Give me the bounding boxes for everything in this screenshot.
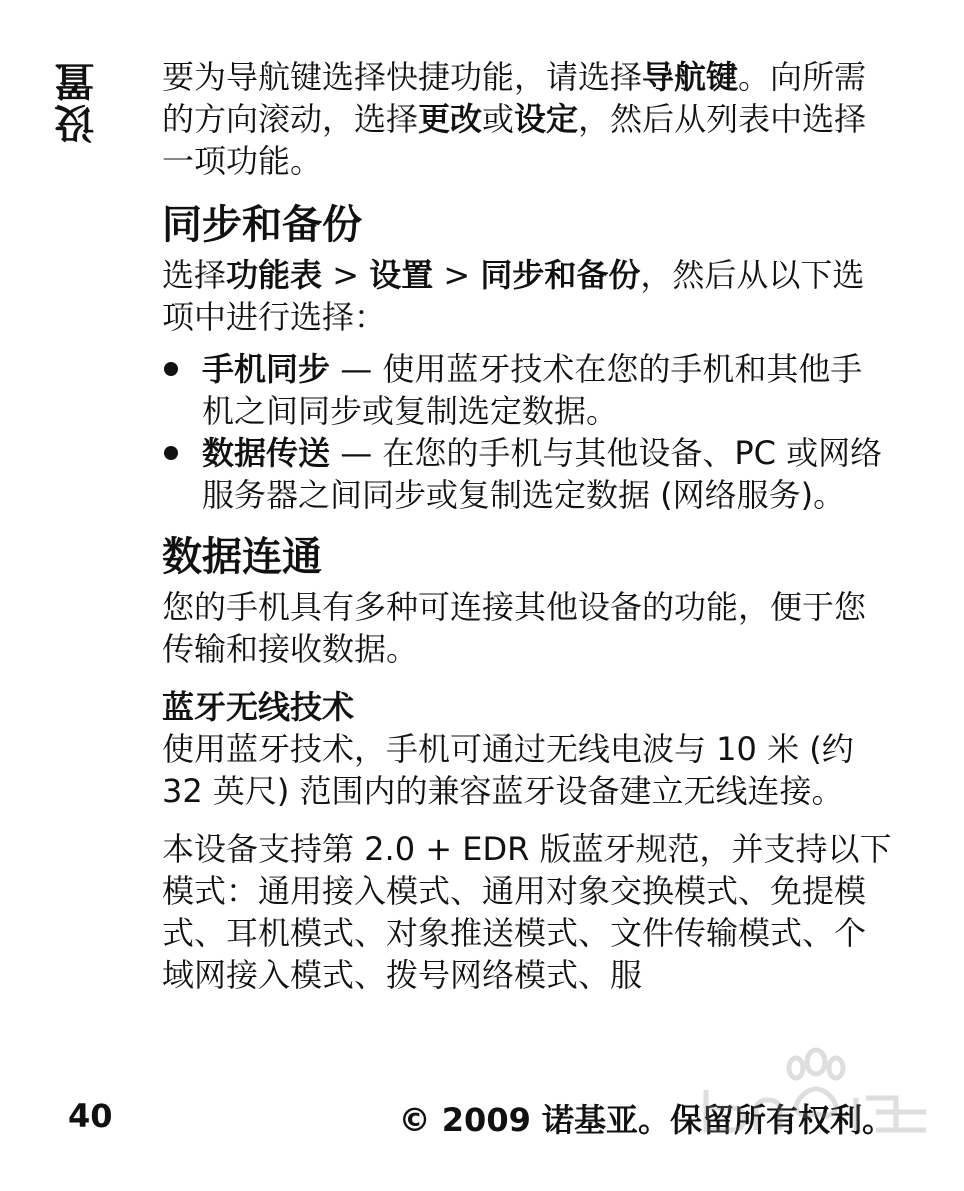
intro-text-1: 要为导航键选择快捷功能，请选择 xyxy=(162,58,643,96)
sync-text-2: ，然后从以下选项中进行选择： xyxy=(162,256,865,336)
page-content xyxy=(162,56,892,996)
intro-bold-change: 更改 xyxy=(418,100,483,138)
bullet-icon xyxy=(164,446,178,460)
sync-heading: 同步和备份 xyxy=(162,202,362,248)
sync-separator-1: > xyxy=(322,256,370,294)
bluetooth-heading: 蓝牙无线技术 xyxy=(162,688,355,726)
sync-text-1: 选择 xyxy=(162,256,227,294)
bluetooth-paragraph-2: 本设备支持第 2.0 + EDR 版蓝牙规范，并支持以下模式：通用接入模式、通用对象交换模式、免提模式、耳机模式、对象推送模式、文件传输模式、个域网接入模式、拨号网络模式、服 xyxy=(162,830,892,994)
sync-bold-sync-backup: 同步和备份 xyxy=(480,256,641,294)
intro-text-2: 。向所需的方向滚动，选择 xyxy=(162,58,867,138)
list-item xyxy=(162,348,892,432)
page-number: 40 xyxy=(68,1097,113,1135)
sync-options-list xyxy=(162,348,892,516)
sync-separator-2: > xyxy=(433,256,481,294)
copyright-notice: © 2009 诺基亚。保留所有权利。 xyxy=(398,1101,894,1139)
intro-bold-nav-key: 导航键 xyxy=(642,58,739,96)
intro-text-3: 或 xyxy=(482,100,515,138)
sync-bold-menu: 功能表 xyxy=(226,256,323,294)
sync-bold-settings: 设置 xyxy=(369,256,434,294)
intro-paragraph xyxy=(162,56,892,182)
sync-paragraph xyxy=(162,254,892,338)
list-item-term: 数据传送 xyxy=(202,434,331,472)
bullet-icon xyxy=(164,362,178,376)
list-item-desc: — 在您的手机与其他设备、PC 或网络服务器之间同步或复制选定数据 (网络服务)。 xyxy=(202,434,883,514)
list-item-desc: — 使用蓝牙技术在您的手机和其他手机之间同步或复制选定数据。 xyxy=(202,350,863,430)
baidu-jingyan-watermark-icon xyxy=(696,1040,936,1160)
bluetooth-paragraph-1: 使用蓝牙技术，手机可通过无线电波与 10 米 (约 32 英尺) 范围内的兼容蓝牙设备建立无线连接。 xyxy=(162,730,854,810)
section-side-label: 设置 xyxy=(55,60,101,144)
data-connectivity-heading: 数据连通 xyxy=(162,534,322,580)
list-item-term: 手机同步 xyxy=(202,350,331,388)
intro-text-4: ，然后从列表中选择一项功能。 xyxy=(162,100,867,180)
intro-bold-set: 设定 xyxy=(514,100,579,138)
list-item xyxy=(162,432,892,516)
data-connectivity-paragraph: 您的手机具有多种可连接其他设备的功能，便于您传输和接收数据。 xyxy=(162,588,867,668)
